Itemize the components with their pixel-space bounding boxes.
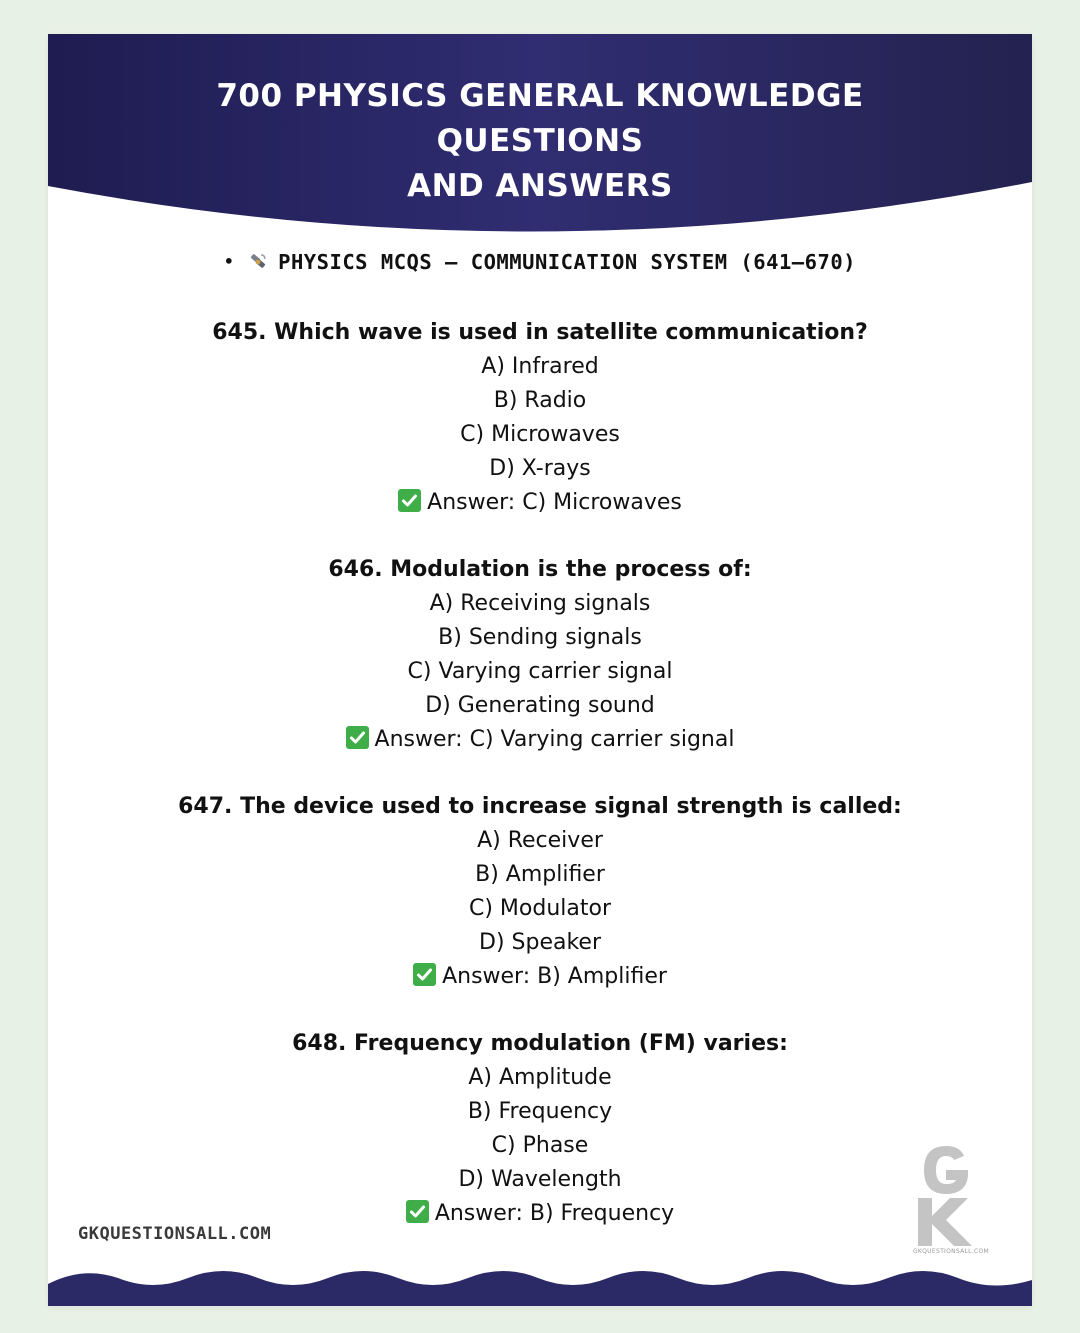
title-line-1: 700 PHYSICS GENERAL KNOWLEDGE	[216, 78, 864, 114]
answer-line	[48, 960, 1032, 994]
answer-text: Answer: C) Microwaves	[427, 490, 682, 515]
check-mark-icon	[346, 726, 369, 749]
option-c: C) Varying carrier signal	[407, 659, 673, 684]
question-block-646	[48, 553, 1032, 757]
bullet: •	[223, 252, 235, 271]
option-b: B) Radio	[493, 388, 587, 413]
question-text: 647. The device used to increase signal strength is called:	[178, 794, 902, 819]
question-block-645	[48, 316, 1032, 520]
question-text: 646. Modulation is the process of:	[328, 557, 752, 582]
question-text: 648. Frequency modulation (FM) varies:	[292, 1031, 788, 1056]
option-d: D) Generating sound	[425, 693, 655, 718]
check-mark-icon	[406, 1200, 429, 1223]
section-heading	[48, 250, 1032, 274]
option-b: B) Frequency	[467, 1099, 613, 1124]
answer-text: Answer: B) Frequency	[434, 1201, 675, 1226]
option-c: C) Phase	[491, 1133, 589, 1158]
answer-text: Answer: C) Varying carrier signal	[374, 727, 735, 752]
option-d: D) Wavelength	[458, 1167, 622, 1192]
answer-line	[48, 486, 1032, 520]
option-d: D) Speaker	[479, 930, 601, 955]
option-b: B) Sending signals	[438, 625, 642, 650]
logo-caption: GKQUESTIONSALL.COM	[912, 1248, 990, 1255]
footer-waves	[48, 1256, 1032, 1306]
title-line-2: QUESTIONS	[436, 123, 644, 159]
option-a: A) Receiving signals	[429, 591, 651, 616]
gk-logo-icon	[916, 1142, 986, 1252]
answer-text: Answer: B) Amplifier	[442, 964, 667, 989]
answer-line	[48, 723, 1032, 757]
question-block-648	[48, 1027, 1032, 1231]
title-line-3: AND ANSWERS	[407, 168, 673, 204]
page-title	[48, 74, 1032, 209]
satellite-antenna-icon	[248, 252, 268, 272]
option-c: C) Microwaves	[460, 422, 620, 447]
check-mark-icon	[398, 489, 421, 512]
option-a: A) Infrared	[481, 354, 599, 379]
option-d: D) X-rays	[489, 456, 591, 481]
question-text: 645. Which wave is used in satellite communication?	[212, 320, 868, 345]
document-page	[48, 34, 1032, 1306]
option-b: B) Amplifier	[475, 862, 605, 887]
option-a: A) Receiver	[477, 828, 603, 853]
option-c: C) Modulator	[468, 896, 611, 921]
section-heading-text: PHYSICS MCQS – COMMUNICATION SYSTEM (641–670)	[278, 250, 857, 274]
question-block-647	[48, 790, 1032, 994]
check-mark-icon	[413, 963, 436, 986]
questions-list	[48, 316, 1032, 1264]
footer-site-name: GKQUESTIONSALL.COM	[78, 1224, 272, 1244]
option-a: A) Amplitude	[468, 1065, 612, 1090]
